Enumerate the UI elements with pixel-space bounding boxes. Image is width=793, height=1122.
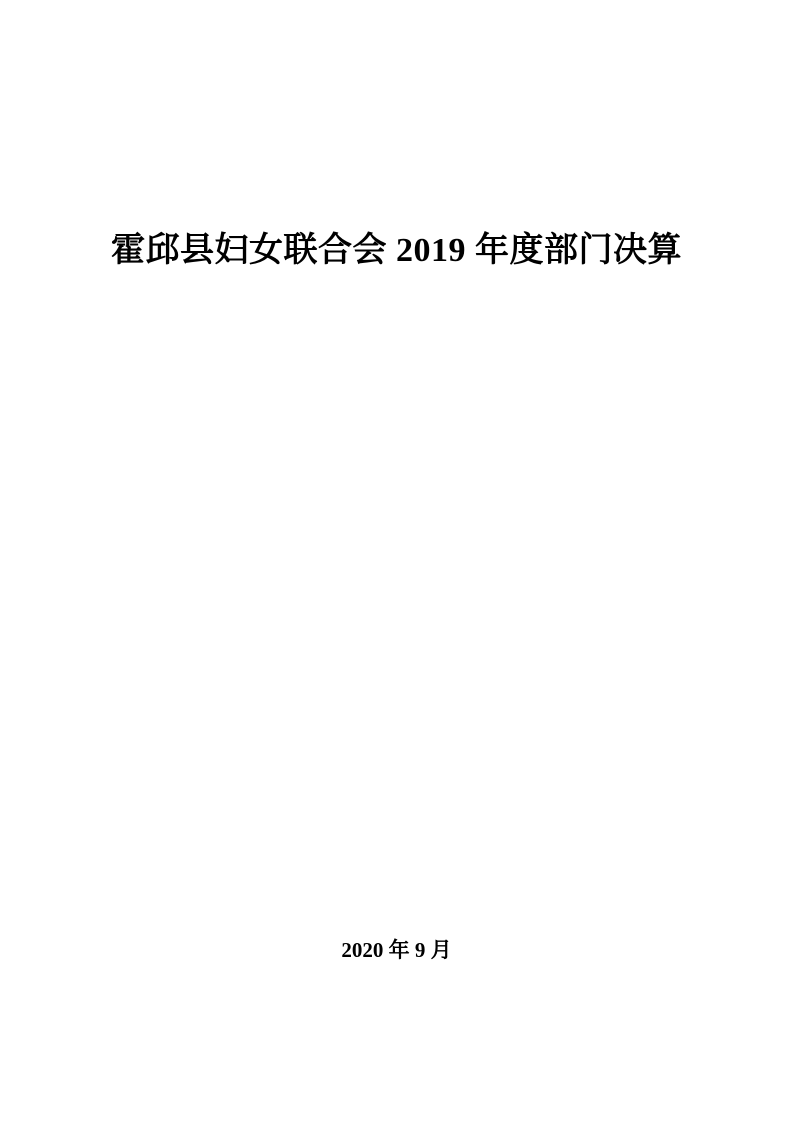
cover-date: 2020 年 9 月: [341, 938, 452, 962]
page-title: 霍邱县妇女联合会 2019 年度部门决算: [111, 231, 682, 269]
